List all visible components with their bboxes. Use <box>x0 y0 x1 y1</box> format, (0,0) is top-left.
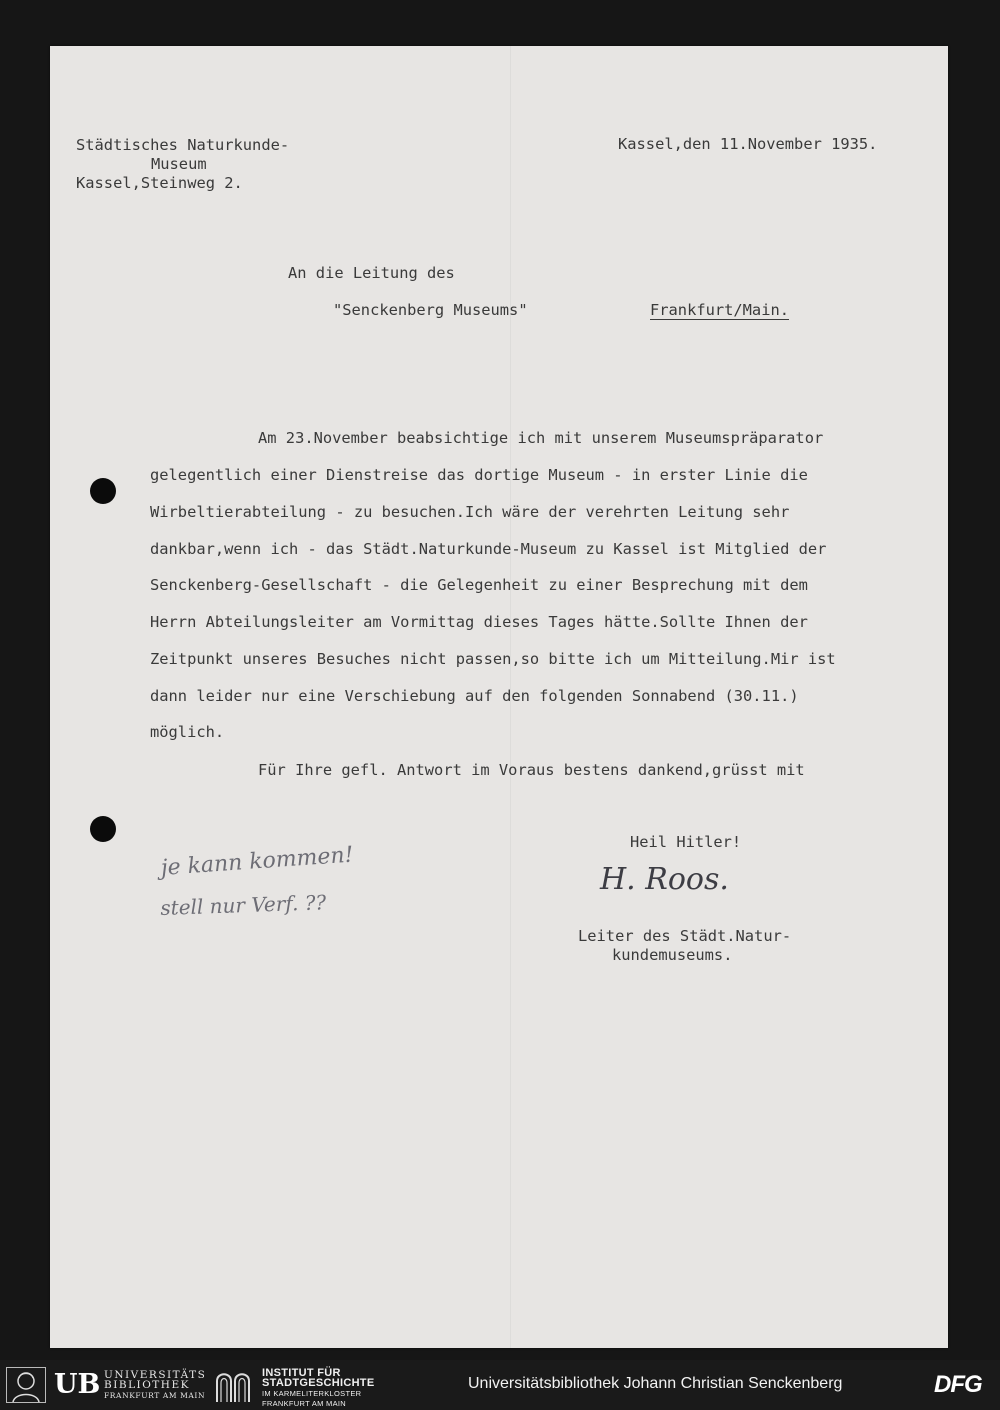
isg-logo[interactable] <box>214 1366 404 1408</box>
sender-line-3: Kassel,Steinweg 2. <box>76 174 243 192</box>
isg-text <box>262 1368 374 1409</box>
body-line-8: dann leider nur eine Verschiebung auf den folgenden Sonnabend (30.11.) <box>150 687 799 705</box>
recipient-line-2: "Senckenberg Museums" <box>333 301 528 319</box>
signer-title-line-1: Leiter des Städt.Natur- <box>578 927 792 945</box>
body-line-6: Herrn Abteilungsleiter am Vormittag dieses Tages hätte.Sollte Ihnen der <box>150 613 808 631</box>
isg-line-2: STADTGESCHICHTE <box>262 1377 375 1389</box>
sender-line-1: Städtisches Naturkunde- <box>76 136 290 154</box>
signer-title-line-2: kundemuseums. <box>612 946 733 964</box>
punch-hole-top <box>90 478 116 504</box>
isg-line-4: FRANKFURT AM MAIN <box>262 1399 346 1408</box>
recipient-line-1: An die Leitung des <box>288 264 455 282</box>
body-line-1: Am 23.November beabsichtige ich mit unserem Museumspräparator <box>258 429 824 447</box>
letter-date: Kassel,den 11.November 1935. <box>618 135 878 153</box>
body-line-4: dankbar,wenn ich - das Städt.Naturkunde-Museum zu Kassel ist Mitglied der <box>150 540 827 558</box>
arches-icon <box>214 1367 252 1403</box>
sender-line-2: Museum <box>151 155 207 173</box>
isg-line-3: IM KARMELITERKLOSTER <box>262 1389 362 1398</box>
handwritten-note-line-1: je kann kommen! <box>160 842 355 881</box>
archive-footer <box>0 1360 1000 1410</box>
ub-letters: UB <box>54 1369 101 1400</box>
handwritten-note-line-2: stell nur Verf. ?? <box>160 890 327 920</box>
recipient-city: Frankfurt/Main. <box>650 301 789 319</box>
ub-line-3: FRANKFURT AM MAIN <box>104 1391 206 1400</box>
closing-line: Für Ihre gefl. Antwort im Voraus bestens dankend,grüsst mit <box>258 761 805 779</box>
portrait-icon <box>6 1367 46 1403</box>
footer-title[interactable]: Universitätsbibliothek Johann Christian Senckenberg <box>468 1375 843 1392</box>
body-line-7: Zeitpunkt unseres Besuches nicht passen,so bitte ich um Mitteilung.Mir ist <box>150 650 836 668</box>
body-line-3: Wirbeltierabteilung - zu besuchen.Ich wäre der verehrten Leitung sehr <box>150 503 790 521</box>
punch-hole-bottom <box>90 816 116 842</box>
ub-line-1: UNIVERSITÄTS <box>104 1369 207 1381</box>
salutation: Heil Hitler! <box>630 833 742 851</box>
ub-line-2: BIBLIOTHEK <box>104 1379 190 1391</box>
dfg-logo[interactable]: DFG <box>934 1371 982 1398</box>
ub-text <box>104 1370 206 1401</box>
body-line-2: gelegentlich einer Dienstreise das dortige Museum - in erster Linie die <box>150 466 808 484</box>
ub-logo[interactable] <box>6 1367 207 1403</box>
body-line-5: Senckenberg-Gesellschaft - die Gelegenheit zu einer Besprechung mit dem <box>150 576 808 594</box>
body-line-9: möglich. <box>150 723 225 741</box>
signature: H. Roos. <box>600 862 729 897</box>
isg-line-1: INSTITUT FÜR <box>262 1367 341 1379</box>
